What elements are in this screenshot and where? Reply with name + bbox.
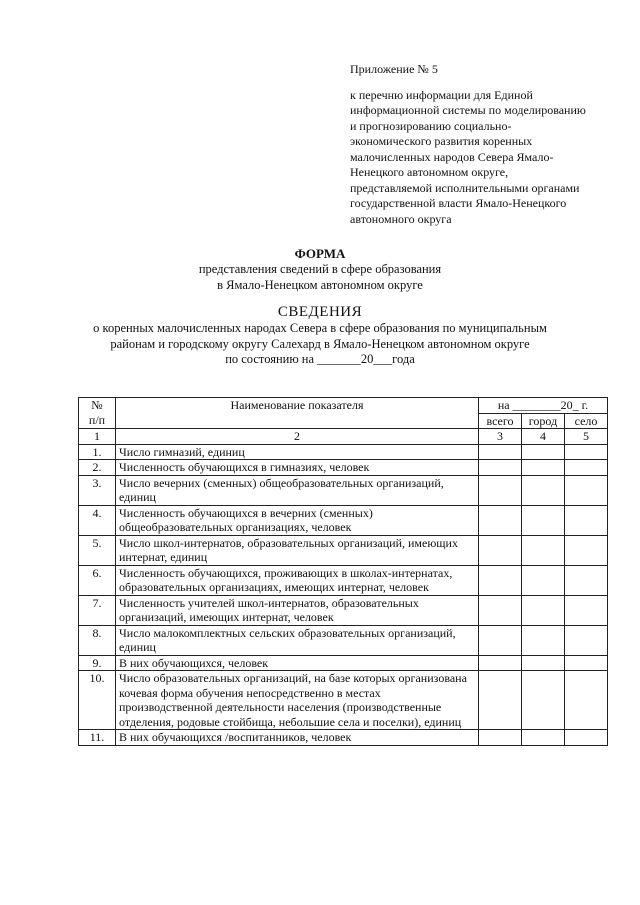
table-row [79, 535, 608, 565]
row-number: 3. [79, 475, 116, 505]
row-number: 6. [79, 565, 116, 595]
value-cell-city[interactable] [522, 505, 565, 535]
form-subtitle-line: представления сведений в сфере образования [198, 262, 442, 276]
table-row [79, 595, 608, 625]
appendix-line: и прогнозированию социально- [350, 118, 512, 133]
value-cell-total[interactable] [479, 671, 522, 730]
value-cell-total[interactable] [479, 535, 522, 565]
value-cell-city[interactable] [522, 595, 565, 625]
appendix-line: представляемой исполнительными органами [350, 180, 580, 195]
row-number: 8. [79, 625, 116, 655]
svedeniya-title: СВЕДЕНИЯ [277, 304, 363, 320]
value-cell-village[interactable] [565, 444, 608, 460]
row-indicator-name: Численность обучающихся в гимназиях, человек [116, 460, 479, 476]
value-cell-city[interactable] [522, 475, 565, 505]
svedeniya-subtitle [0, 321, 640, 368]
value-cell-city[interactable] [522, 625, 565, 655]
column-numbers-row [79, 429, 608, 445]
value-cell-total[interactable] [479, 730, 522, 746]
value-cell-city[interactable] [522, 730, 565, 746]
value-cell-total[interactable] [479, 595, 522, 625]
header-village: село [565, 413, 608, 429]
table-header-row [79, 398, 608, 414]
column-number: 3 [479, 429, 522, 445]
header-num: № п/п [79, 398, 116, 429]
row-number: 10. [79, 671, 116, 730]
row-number: 9. [79, 655, 116, 671]
column-number: 5 [565, 429, 608, 445]
value-cell-total[interactable] [479, 505, 522, 535]
table-body [79, 444, 608, 745]
table-row [79, 505, 608, 535]
row-indicator-name: Число гимназий, единиц [116, 444, 479, 460]
appendix-line: экономического развития коренных [350, 134, 533, 148]
appendix-line: к перечню информации для Единой [350, 87, 533, 102]
table-row [79, 655, 608, 671]
value-cell-village[interactable] [565, 505, 608, 535]
value-cell-total[interactable] [479, 444, 522, 460]
row-indicator-name: В них обучающихся /воспитанников, человек [116, 730, 479, 746]
appendix-block [350, 62, 620, 227]
column-number: 4 [522, 429, 565, 445]
row-number: 1. [79, 444, 116, 460]
svedeniya-subtitle-line: о коренных малочисленных народах Севера в сфере образования по муниципальным [93, 321, 547, 335]
header-total: всего [479, 413, 522, 429]
appendix-line: автономного округа [350, 211, 452, 226]
row-indicator-name: Число образовательных организаций, на базе которых организована кочевая форма обучения непосредственно в местах производственной деятельности населения (производственные отделения, родовые стойбища, небольшие села и поселки), единиц [116, 671, 479, 730]
value-cell-total[interactable] [479, 460, 522, 476]
row-indicator-name: Число вечерних (сменных) общеобразовательных организаций, единиц [116, 475, 479, 505]
value-cell-city[interactable] [522, 565, 565, 595]
row-number: 7. [79, 595, 116, 625]
table-row [79, 730, 608, 746]
row-indicator-name: Численность учителей школ-интернатов, образовательных организаций, имеющих интернат, человек [116, 595, 479, 625]
appendix-line: информационной системы по моделированию [350, 103, 586, 117]
value-cell-village[interactable] [565, 671, 608, 730]
row-indicator-name: Численность обучающихся, проживающих в школах-интернатах, образовательных организациях, имеющих интернат, человек [116, 565, 479, 595]
table-row [79, 475, 608, 505]
appendix-line: Ненецкого автономном округе, [350, 165, 509, 179]
table-row [79, 625, 608, 655]
appendix-line: государственной власти Ямало-Ненецкого [350, 196, 567, 210]
value-cell-city[interactable] [522, 671, 565, 730]
table-row [79, 671, 608, 730]
value-cell-total[interactable] [479, 565, 522, 595]
header-date: на ________20_ г. [479, 398, 608, 414]
value-cell-village[interactable] [565, 655, 608, 671]
table-row [79, 565, 608, 595]
value-cell-village[interactable] [565, 595, 608, 625]
appendix-text [350, 88, 620, 228]
appendix-number: Приложение № 5 [350, 62, 438, 76]
value-cell-city[interactable] [522, 655, 565, 671]
value-cell-village[interactable] [565, 460, 608, 476]
value-cell-village[interactable] [565, 730, 608, 746]
value-cell-total[interactable] [479, 625, 522, 655]
table-row [79, 444, 608, 460]
row-indicator-name: Число малокомплектных сельских образовательных организаций, единиц [116, 625, 479, 655]
table-row [79, 460, 608, 476]
row-number: 4. [79, 505, 116, 535]
column-number: 2 [116, 429, 479, 445]
form-title: ФОРМА [294, 246, 346, 261]
value-cell-village[interactable] [565, 625, 608, 655]
form-subtitle [0, 262, 640, 293]
form-subtitle-line: в Ямало-Ненецком автономном округе [217, 277, 423, 292]
value-cell-village[interactable] [565, 535, 608, 565]
row-indicator-name: Число школ-интернатов, образовательных организаций, имеющих интернат, единиц [116, 535, 479, 565]
value-cell-village[interactable] [565, 565, 608, 595]
svedeniya-subtitle-line: районам и городскому округу Салехард в Ямало-Ненецком автономном округе [110, 336, 530, 351]
row-indicator-name: Численность обучающихся в вечерних (сменных) общеобразовательных организациях, человек [116, 505, 479, 535]
row-number: 5. [79, 535, 116, 565]
value-cell-village[interactable] [565, 475, 608, 505]
appendix-line: малочисленных народов Севера Ямало- [350, 149, 554, 164]
column-number: 1 [79, 429, 116, 445]
svedeniya-subtitle-line: по состоянию на _______20___года [225, 352, 415, 366]
row-number: 2. [79, 460, 116, 476]
row-indicator-name: В них обучающихся, человек [116, 655, 479, 671]
header-name: Наименование показателя [116, 398, 479, 429]
value-cell-city[interactable] [522, 460, 565, 476]
value-cell-city[interactable] [522, 444, 565, 460]
value-cell-total[interactable] [479, 475, 522, 505]
header-city: город [522, 413, 565, 429]
value-cell-total[interactable] [479, 655, 522, 671]
row-number: 11. [79, 730, 116, 746]
indicators-table [78, 397, 608, 746]
value-cell-city[interactable] [522, 535, 565, 565]
